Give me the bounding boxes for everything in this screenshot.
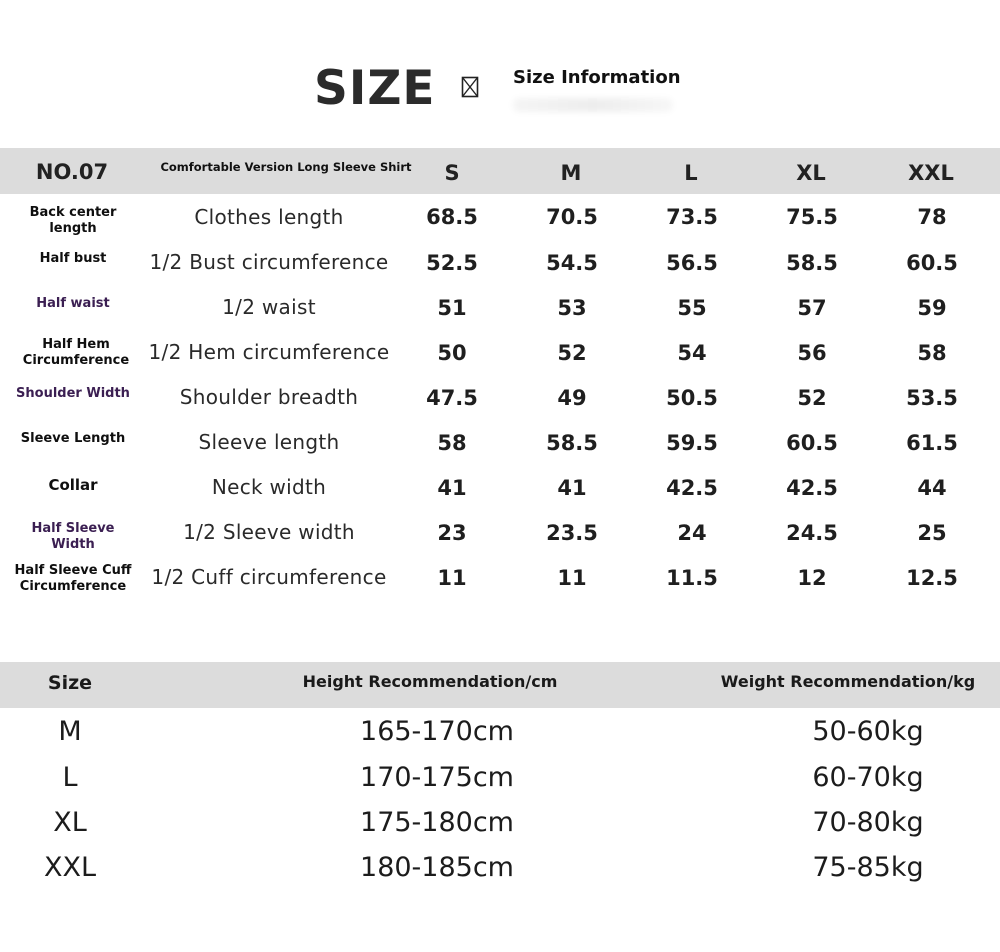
rec-weight: 75-85kg xyxy=(812,852,924,883)
row-value: 59 xyxy=(917,296,947,320)
rec-weight: 70-80kg xyxy=(812,807,924,838)
size-header-xxl: XXL xyxy=(908,161,954,185)
rec-height: 165-170cm xyxy=(360,716,514,747)
row-value: 54 xyxy=(677,341,707,365)
rec-weight: 60-70kg xyxy=(812,762,924,793)
row-value: 54.5 xyxy=(546,251,598,275)
row-value: 70.5 xyxy=(546,205,598,229)
row-value: 24 xyxy=(677,521,707,545)
row-value: 75.5 xyxy=(786,205,838,229)
row-value: 24.5 xyxy=(786,521,838,545)
rec-size: XXL xyxy=(43,852,97,883)
row-value: 23.5 xyxy=(546,521,598,545)
row-value: 53.5 xyxy=(906,386,958,410)
row-value: 11 xyxy=(557,566,587,590)
row-value: 50 xyxy=(437,341,467,365)
row-value: 11 xyxy=(437,566,467,590)
row-value: 23 xyxy=(437,521,467,545)
size-header-xl: XL xyxy=(796,161,826,185)
row-value: 47.5 xyxy=(426,386,478,410)
row-description: 1/2 Sleeve width xyxy=(183,520,355,544)
row-description: Shoulder breadth xyxy=(179,385,359,409)
row-value: 57 xyxy=(797,296,827,320)
row-value: 51 xyxy=(437,296,467,320)
row-label: Half bust xyxy=(39,251,107,266)
row-label: Half Sleeve Cuff Circumference xyxy=(14,563,132,594)
row-label: Half Sleeve Width xyxy=(31,521,115,552)
row-value: 12 xyxy=(797,566,827,590)
row-value: 59.5 xyxy=(666,431,718,455)
row-description: 1/2 Bust circumference xyxy=(149,250,389,274)
row-value: 58.5 xyxy=(546,431,598,455)
row-value: 78 xyxy=(917,205,947,229)
row-value: 58.5 xyxy=(786,251,838,275)
row-value: 52.5 xyxy=(426,251,478,275)
row-description: 1/2 Hem circumference xyxy=(148,340,390,364)
rec-size: L xyxy=(62,762,78,793)
row-value: 52 xyxy=(557,341,587,365)
row-value: 55 xyxy=(677,296,707,320)
row-value: 25 xyxy=(917,521,947,545)
row-description: 1/2 waist xyxy=(222,295,316,319)
row-value: 12.5 xyxy=(906,566,958,590)
row-description: Neck width xyxy=(211,475,327,499)
row-label: Half Hem Circumference xyxy=(22,337,130,368)
row-value: 56 xyxy=(797,341,827,365)
row-value: 41 xyxy=(437,476,467,500)
row-value: 56.5 xyxy=(666,251,718,275)
row-label: Half waist xyxy=(36,296,110,311)
page-title: SIZE xyxy=(314,61,436,116)
subtitle: Size Information xyxy=(513,67,681,88)
row-value: 58 xyxy=(437,431,467,455)
rec-header-height: Height Recommendation/cm xyxy=(302,672,558,691)
rec-height: 175-180cm xyxy=(360,807,514,838)
rec-header-size: Size xyxy=(47,672,93,694)
boxed-x-icon xyxy=(461,76,479,98)
row-value: 42.5 xyxy=(786,476,838,500)
subtitle-reflection xyxy=(513,98,673,112)
row-description: 1/2 Cuff circumference xyxy=(151,565,387,589)
row-label: Back center length xyxy=(29,205,117,236)
row-description: Sleeve length xyxy=(198,430,340,454)
rec-weight: 50-60kg xyxy=(812,716,924,747)
row-value: 52 xyxy=(797,386,827,410)
product-number: NO.07 xyxy=(35,160,109,184)
row-value: 44 xyxy=(917,476,947,500)
row-value: 50.5 xyxy=(666,386,718,410)
row-value: 73.5 xyxy=(666,205,718,229)
size-header-s: S xyxy=(444,161,460,185)
row-label: Collar xyxy=(48,476,98,494)
row-value: 42.5 xyxy=(666,476,718,500)
row-value: 61.5 xyxy=(906,431,958,455)
row-label: Sleeve Length xyxy=(20,431,126,446)
row-value: 60.5 xyxy=(906,251,958,275)
row-value: 41 xyxy=(557,476,587,500)
rec-height: 170-175cm xyxy=(360,762,514,793)
row-description: Clothes length xyxy=(194,205,344,229)
row-value: 49 xyxy=(557,386,587,410)
row-value: 53 xyxy=(557,296,587,320)
row-value: 11.5 xyxy=(666,566,718,590)
size-header-m: M xyxy=(560,161,582,185)
row-value: 60.5 xyxy=(786,431,838,455)
rec-size: XL xyxy=(53,807,87,838)
row-value: 58 xyxy=(917,341,947,365)
product-name: Comfortable Version Long Sleeve Shirt xyxy=(160,160,412,174)
row-label: Shoulder Width xyxy=(16,386,130,401)
row-value: 68.5 xyxy=(426,205,478,229)
rec-height: 180-185cm xyxy=(360,852,514,883)
size-header-l: L xyxy=(684,161,698,185)
rec-header-weight: Weight Recommendation/kg xyxy=(720,672,976,691)
rec-size: M xyxy=(58,716,82,747)
